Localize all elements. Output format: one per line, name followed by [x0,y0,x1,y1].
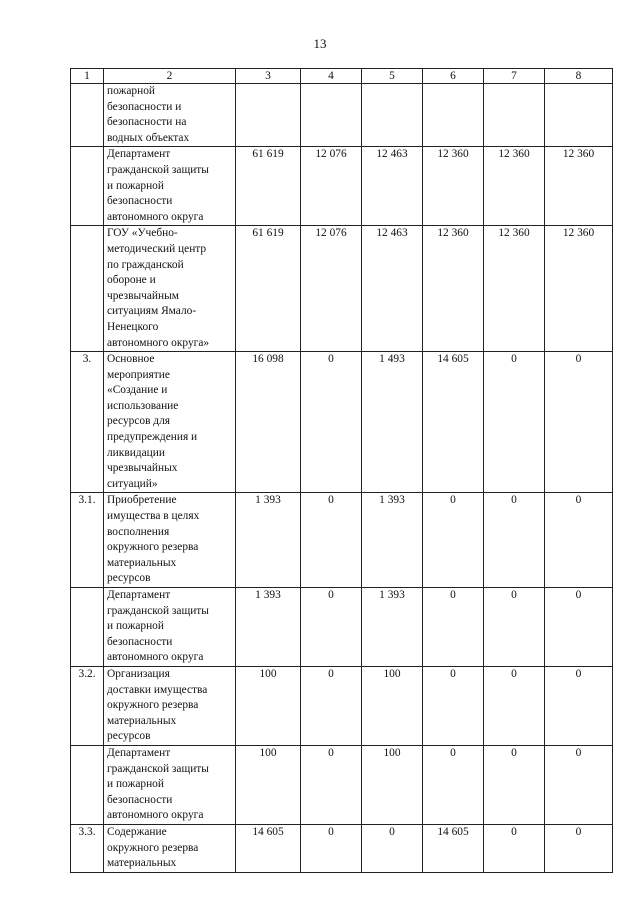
row-name-line: автономного округа» [107,336,210,349]
row-name-line: автономного округа [107,809,204,822]
row-name-cell [104,84,236,147]
row-name-cell [104,147,236,226]
value-cell-col-7: 0 [484,666,545,745]
value-cell-col-3: 14 605 [236,824,301,872]
row-name-line: Департамент [107,589,171,601]
row-name-cell [104,745,236,824]
value-cell-col-6 [423,84,484,147]
row-number-cell [71,147,104,226]
value-cell-col-4: 0 [301,493,362,588]
table-row [71,824,613,872]
row-number-cell: 3.3. [71,824,104,872]
budget-table [70,68,613,873]
value-cell-col-6: 0 [423,666,484,745]
value-cell-col-3: 1 393 [236,588,301,667]
value-cell-col-6: 0 [423,745,484,824]
row-name-line: материальных [107,857,177,870]
value-cell-col-5: 12 463 [362,226,423,352]
value-cell-col-8: 0 [545,493,613,588]
table-row [71,493,613,588]
value-cell-col-3 [236,84,301,147]
table-row [71,84,613,147]
value-cell-col-7: 12 360 [484,147,545,226]
header-cell: 1 [71,69,104,84]
value-cell-col-6: 14 605 [423,352,484,493]
row-name-cell [104,824,236,872]
value-cell-col-8 [545,84,613,147]
value-cell-col-7 [484,84,545,147]
value-cell-col-8: 0 [545,352,613,493]
value-cell-col-6: 14 605 [423,824,484,872]
value-cell-col-8: 12 360 [545,226,613,352]
value-cell-col-4: 0 [301,745,362,824]
value-cell-col-5: 1 393 [362,493,423,588]
row-number-cell: 3.2. [71,666,104,745]
value-cell-col-6: 0 [423,588,484,667]
row-name-line: ситуациям Ямало- [107,305,197,318]
value-cell-col-3: 1 393 [236,493,301,588]
row-name-cell [104,588,236,667]
header-cell: 7 [484,69,545,84]
row-name-line: доставки имущества [107,683,208,696]
value-cell-col-5: 1 393 [362,588,423,667]
header-cell: 5 [362,69,423,84]
row-name-line: гражданской защиты [107,604,209,617]
row-name-line: окружного резерва [107,541,199,554]
row-name-line: восполнения [107,525,170,538]
row-name-line: по гражданской [107,258,184,271]
value-cell-col-4: 12 076 [301,226,362,352]
value-cell-col-6: 12 360 [423,226,484,352]
row-name-line: методический центр [107,242,207,255]
row-name-line: чрезвычайных [107,462,178,475]
row-name-line: материальных [107,714,177,727]
row-name-line: безопасности [107,635,173,648]
table-row [71,147,613,226]
value-cell-col-6: 12 360 [423,147,484,226]
row-name-line: обороне и [107,274,156,287]
value-cell-col-4: 12 076 [301,147,362,226]
row-name-line: ситуаций» [107,477,158,490]
value-cell-col-8: 0 [545,824,613,872]
row-number-cell [71,588,104,667]
row-name-line: водных объектах [107,131,190,144]
row-name-line: и пожарной [107,778,164,791]
row-name-cell [104,226,236,352]
value-cell-col-3: 61 619 [236,147,301,226]
row-name-line: окружного резерва [107,699,199,712]
value-cell-col-5 [362,84,423,147]
row-name-line: имущества в целях [107,510,200,523]
row-name-line: ресурсов для [107,415,171,428]
table-row [71,745,613,824]
table-row [71,226,613,352]
row-number-cell [71,226,104,352]
row-name-line: безопасности на [107,116,187,129]
value-cell-col-4: 0 [301,666,362,745]
row-name-line: чрезвычайным [107,289,179,302]
row-name-line: Ненецкого [107,320,159,333]
table-body [71,69,613,873]
row-name-line: безопасности и [107,100,182,113]
row-number-cell [71,84,104,147]
value-cell-col-7: 12 360 [484,226,545,352]
row-name-cell [104,666,236,745]
row-name-line: «Создание и [107,384,168,397]
row-name-line: использование [107,399,179,412]
value-cell-col-7: 0 [484,588,545,667]
value-cell-col-3: 100 [236,745,301,824]
table-header-row [71,69,613,84]
value-cell-col-5: 1 493 [362,352,423,493]
page-number: 13 [313,36,327,51]
table-row [71,588,613,667]
value-cell-col-5: 100 [362,745,423,824]
table-row [71,666,613,745]
row-name-line: мероприятие [107,368,170,381]
row-name-line: Департамент [107,148,171,161]
row-name-line: Организация [107,667,170,680]
row-name-line: пожарной [107,85,156,97]
header-cell: 3 [236,69,301,84]
header-cell: 6 [423,69,484,84]
value-cell-col-8: 12 360 [545,147,613,226]
header-cell: 8 [545,69,613,84]
value-cell-col-8: 0 [545,666,613,745]
row-name-line: Департамент [107,746,171,759]
value-cell-col-4: 0 [301,352,362,493]
row-name-cell [104,352,236,493]
row-name-line: ресурсов [107,730,151,743]
value-cell-col-5: 0 [362,824,423,872]
row-name-line: Приобретение [107,494,177,507]
row-name-line: ресурсов [107,572,151,585]
row-name-cell [104,493,236,588]
row-name-line: предупреждения и [107,431,198,444]
row-name-line: ГОУ «Учебно- [107,227,178,240]
header-cell: 2 [104,69,236,84]
row-number-cell: 3.1. [71,493,104,588]
row-number-cell [71,745,104,824]
row-name-line: автономного округа [107,210,204,223]
value-cell-col-5: 100 [362,666,423,745]
value-cell-col-4: 0 [301,824,362,872]
row-name-line: гражданской защиты [107,762,209,775]
table-row [71,352,613,493]
row-name-line: и пожарной [107,179,164,192]
value-cell-col-4 [301,84,362,147]
value-cell-col-3: 100 [236,666,301,745]
row-name-line: окружного резерва [107,841,199,854]
row-name-line: Содержание [107,825,167,838]
value-cell-col-4: 0 [301,588,362,667]
row-name-line: гражданской защиты [107,163,209,176]
row-name-line: безопасности [107,793,173,806]
row-name-line: Основное [107,353,155,366]
value-cell-col-3: 61 619 [236,226,301,352]
row-name-line: материальных [107,556,177,569]
header-cell: 4 [301,69,362,84]
value-cell-col-7: 0 [484,745,545,824]
value-cell-col-6: 0 [423,493,484,588]
value-cell-col-5: 12 463 [362,147,423,226]
value-cell-col-7: 0 [484,493,545,588]
value-cell-col-8: 0 [545,588,613,667]
row-name-line: безопасности [107,195,173,208]
row-name-line: ликвидации [107,446,165,459]
value-cell-col-7: 0 [484,352,545,493]
value-cell-col-8: 0 [545,745,613,824]
row-name-line: и пожарной [107,620,164,633]
row-number-cell: 3. [71,352,104,493]
value-cell-col-3: 16 098 [236,352,301,493]
value-cell-col-7: 0 [484,824,545,872]
row-name-line: автономного округа [107,651,204,664]
